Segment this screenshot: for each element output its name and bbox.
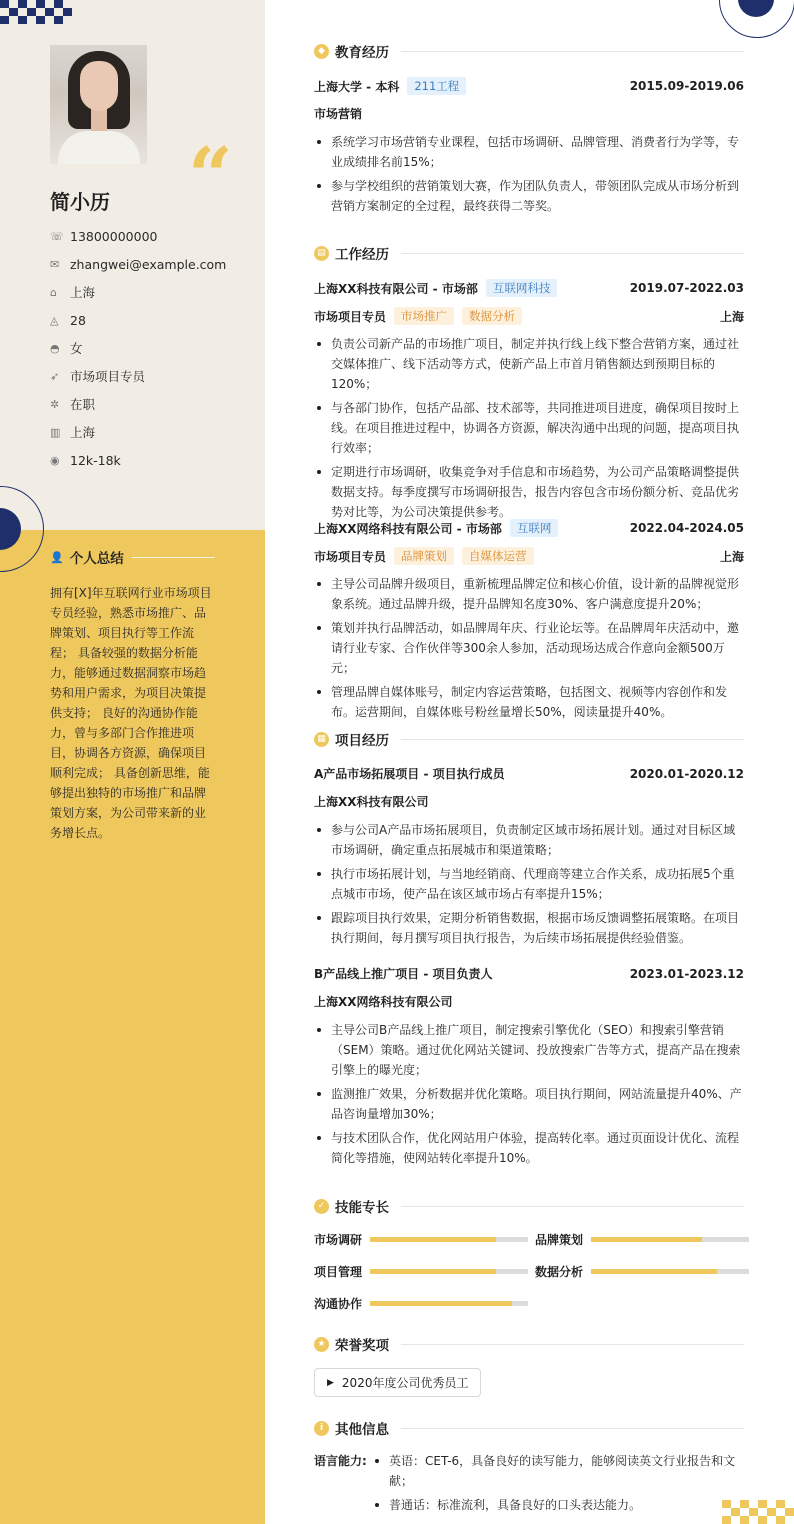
info-icon: i [314, 1421, 329, 1436]
education-header [314, 77, 744, 95]
skill-item: 数据分析 [535, 1263, 749, 1280]
contact-info-row [50, 222, 226, 250]
candidate-name: 简小历 [50, 190, 110, 214]
skill-item: 市场调研 [314, 1231, 528, 1248]
gender-icon: ◓ [50, 341, 60, 355]
skills-section-title: ✓ 技能专长 [314, 1196, 744, 1216]
list-item: 英语：CET-6，具备良好的读写能力，能够阅读英文行业报告和文献； [372, 1451, 744, 1491]
checker-decoration [0, 0, 76, 24]
contact-info-text: 上海 [70, 285, 96, 300]
skill-item: 项目管理 [314, 1263, 528, 1280]
contact-info-text: 在职 [70, 397, 96, 412]
sidebar [0, 0, 265, 1524]
award-item: ▶ 2020年度公司优秀员工 [314, 1368, 481, 1397]
list-item: 跟踪项目执行效果，定期分析销售数据，根据市场反馈调整拓展策略。在项目执行期间，每月撰写项目执行报告，为后续市场拓展提供经验借鉴。 [314, 908, 744, 948]
project-header: B产品线上推广项目 - 项目负责人 2023.01-2023.12 [314, 966, 744, 981]
awards-section-title: ★ 荣誉奖项 [314, 1334, 744, 1354]
skill-bar-fill [591, 1237, 702, 1242]
contact-info-row [50, 306, 226, 334]
contact-info-text: 女 [70, 341, 83, 356]
education-section-title: ◆ 教育经历 [314, 41, 744, 61]
thumbs-up-icon: ✓ [314, 1199, 329, 1214]
list-item: 策划并执行品牌活动，如品牌周年庆、行业论坛等。在品牌周年庆活动中，邀请行业专家、合作伙伴等300余人参加，活动现场达成合作意向金额500万元； [314, 618, 744, 678]
contact-info-text: 28 [70, 312, 86, 328]
contact-info-row [50, 278, 226, 306]
contact-info-text: zhangwei@example.com [70, 256, 227, 272]
skill-bar-fill [370, 1301, 512, 1306]
list-item: 普通话：标准流利，具备良好的口头表达能力。 [372, 1495, 744, 1515]
contact-info-row [50, 250, 226, 278]
project-header: A产品市场拓展项目 - 项目执行成员 2020.01-2020.12 [314, 766, 744, 781]
award-icon: ★ [314, 1337, 329, 1352]
list-item: 参与学校组织的营销策划大赛，作为团队负责人，带领团队完成从市场分析到营销方案制定的全过程，最终获得二等奖。 [314, 176, 744, 216]
quote-mark-icon: “ [188, 131, 233, 222]
list-item: 监测推广效果，分析数据并优化策略。项目执行期间，网站流量提升40%、产品咨询量增加30%； [314, 1084, 744, 1124]
summary-section-title: 👤 个人总结 [50, 547, 215, 567]
grid-icon: ▦ [314, 732, 329, 747]
list-item: 负责公司新产品的市场推广项目，制定并执行线上线下整合营销方案，通过社交媒体推广、线下活动等方式，使新产品上市首月销售额达到预期目标的120%； [314, 334, 744, 394]
list-item: 执行市场拓展计划，与当地经销商、代理商等建立合作关系，成功拓展5个重点城市市场，使产品在该区域市场占有率提升15%； [314, 864, 744, 904]
job-role: 市场项目专员 品牌策划 自媒体运营 上海 [314, 549, 744, 564]
phone-icon: ☏ [50, 229, 64, 243]
person-icon: 👤 [50, 550, 64, 564]
education-icon: ◆ [314, 44, 329, 59]
skill-item: 沟通协作 [314, 1295, 528, 1312]
triangle-icon: ▶ [327, 1377, 334, 1388]
list-item: 主导公司B产品线上推广项目，制定搜索引擎优化（SEO）和搜索引擎营销（SEM）策略。通过优化网站关键词、投放搜索广告等方式，提高产品在搜索引擎上的曝光度； [314, 1020, 744, 1080]
list-item: 主导公司品牌升级项目，重新梳理品牌定位和核心价值，设计新的品牌视觉形象系统。通过品牌升级，提升品牌知名度30%、客户满意度提升20%； [314, 574, 744, 614]
contact-info-text: 上海 [70, 425, 96, 440]
salary-icon: ◉ [50, 453, 60, 467]
job-bullets [314, 574, 744, 726]
contact-info-text: 市场项目专员 [70, 369, 146, 384]
contact-info-row [50, 362, 226, 390]
school-name: 上海大学 - 本科 [314, 79, 400, 94]
summary-text: 拥有[X]年互联网行业市场项目专员经验，熟悉市场推广、品牌策划、项目执行等工作流程； 具备较强的数据分析能力，能够通过数据洞察市场趋势和用户需求，为项目决策提供支持； 良好的沟通协作能力，曾与多部门合作推进项目，协调各方资源，确保项目顺利完成； 具备创新思维，能够提出独特的市场推广和品牌策划方案，为公司带来新的业务增长点。 [50, 586, 212, 840]
job-role: 市场项目专员 市场推广 数据分析 上海 [314, 309, 744, 324]
contact-info-row [50, 390, 226, 418]
age-icon: ◬ [50, 313, 59, 327]
avatar [50, 45, 147, 164]
contact-info-row [50, 334, 226, 362]
projects-section-title: ▦ 项目经历 [314, 729, 744, 749]
list-item: 与技术团队合作，优化网站用户体验，提高转化率。通过页面设计优化、流程简化等措施，使网站转化率提升10%。 [314, 1128, 744, 1168]
skill-bar-fill [370, 1269, 496, 1274]
skill-bar-fill [591, 1269, 717, 1274]
major: 市场营销 [314, 107, 363, 121]
home-icon: ⌂ [50, 285, 57, 299]
education-date: 2015.09-2019.06 [629, 79, 744, 93]
list-item: 参与公司A产品市场拓展项目，负责制定区域市场拓展计划。通过对目标区域市场调研，确定重点拓展城市和渠道策略； [314, 820, 744, 860]
contact-info-row [50, 418, 226, 446]
other-section-title: i 其他信息 [314, 1418, 744, 1438]
city-icon: ▥ [50, 425, 61, 439]
work-section-title: ▤ 工作经历 [314, 243, 744, 263]
job-header: 上海XX科技有限公司 - 市场部 互联网科技 2019.07-2022.03 [314, 281, 744, 296]
list-item: 管理品牌自媒体账号，制定内容运营策略，包括图文、视频等内容创作和发布。运营期间，自媒体账号粉丝量增长50%，阅读量提升40%。 [314, 682, 744, 722]
contact-info-list [50, 222, 226, 474]
position-icon: ➶ [50, 369, 60, 383]
project-company: 上海XX网络科技有限公司 [314, 995, 453, 1009]
job-header: 上海XX网络科技有限公司 - 市场部 互联网 2022.04-2024.05 [314, 521, 744, 536]
list-item: 系统学习市场营销专业课程，包括市场调研、品牌管理、消费者行为学等，专业成绩排名前15%； [314, 132, 744, 172]
list-item: 定期进行市场调研，收集竞争对手信息和市场趋势，为公司产品策略调整提供数据支持。每季度撰写市场调研报告，报告内容包含市场份额分析、竞品优劣势对比等，为公司决策提供参考。 [314, 462, 744, 522]
status-icon: ✲ [50, 397, 60, 411]
project-bullets [314, 820, 744, 952]
language-info: 语言能力: 英语：CET-6，具备良好的读写能力，能够阅读英文行业报告和文献； 普通话：标准流利，具备良好的口头表达能力。 [314, 1451, 744, 1519]
job-bullets [314, 334, 744, 526]
education-bullets [314, 132, 744, 220]
project-company: 上海XX科技有限公司 [314, 795, 429, 809]
contact-info-text: 12k-18k [70, 452, 121, 468]
skill-bar-fill [370, 1237, 496, 1242]
skill-item: 品牌策划 [535, 1231, 749, 1248]
project-bullets [314, 1020, 744, 1172]
briefcase-icon: ▤ [314, 246, 329, 261]
mail-icon: ✉ [50, 257, 60, 271]
contact-info-row [50, 446, 226, 474]
list-item: 与各部门协作，包括产品部、技术部等，共同推进项目进度，确保项目按时上线。在项目推进过程中，协调各方资源，解决沟通中出现的问题，提高项目执行效率； [314, 398, 744, 458]
school-tag: 211工程 [407, 77, 466, 95]
circle-decoration-top-right [719, 0, 794, 38]
contact-info-text: 13800000000 [70, 228, 158, 244]
